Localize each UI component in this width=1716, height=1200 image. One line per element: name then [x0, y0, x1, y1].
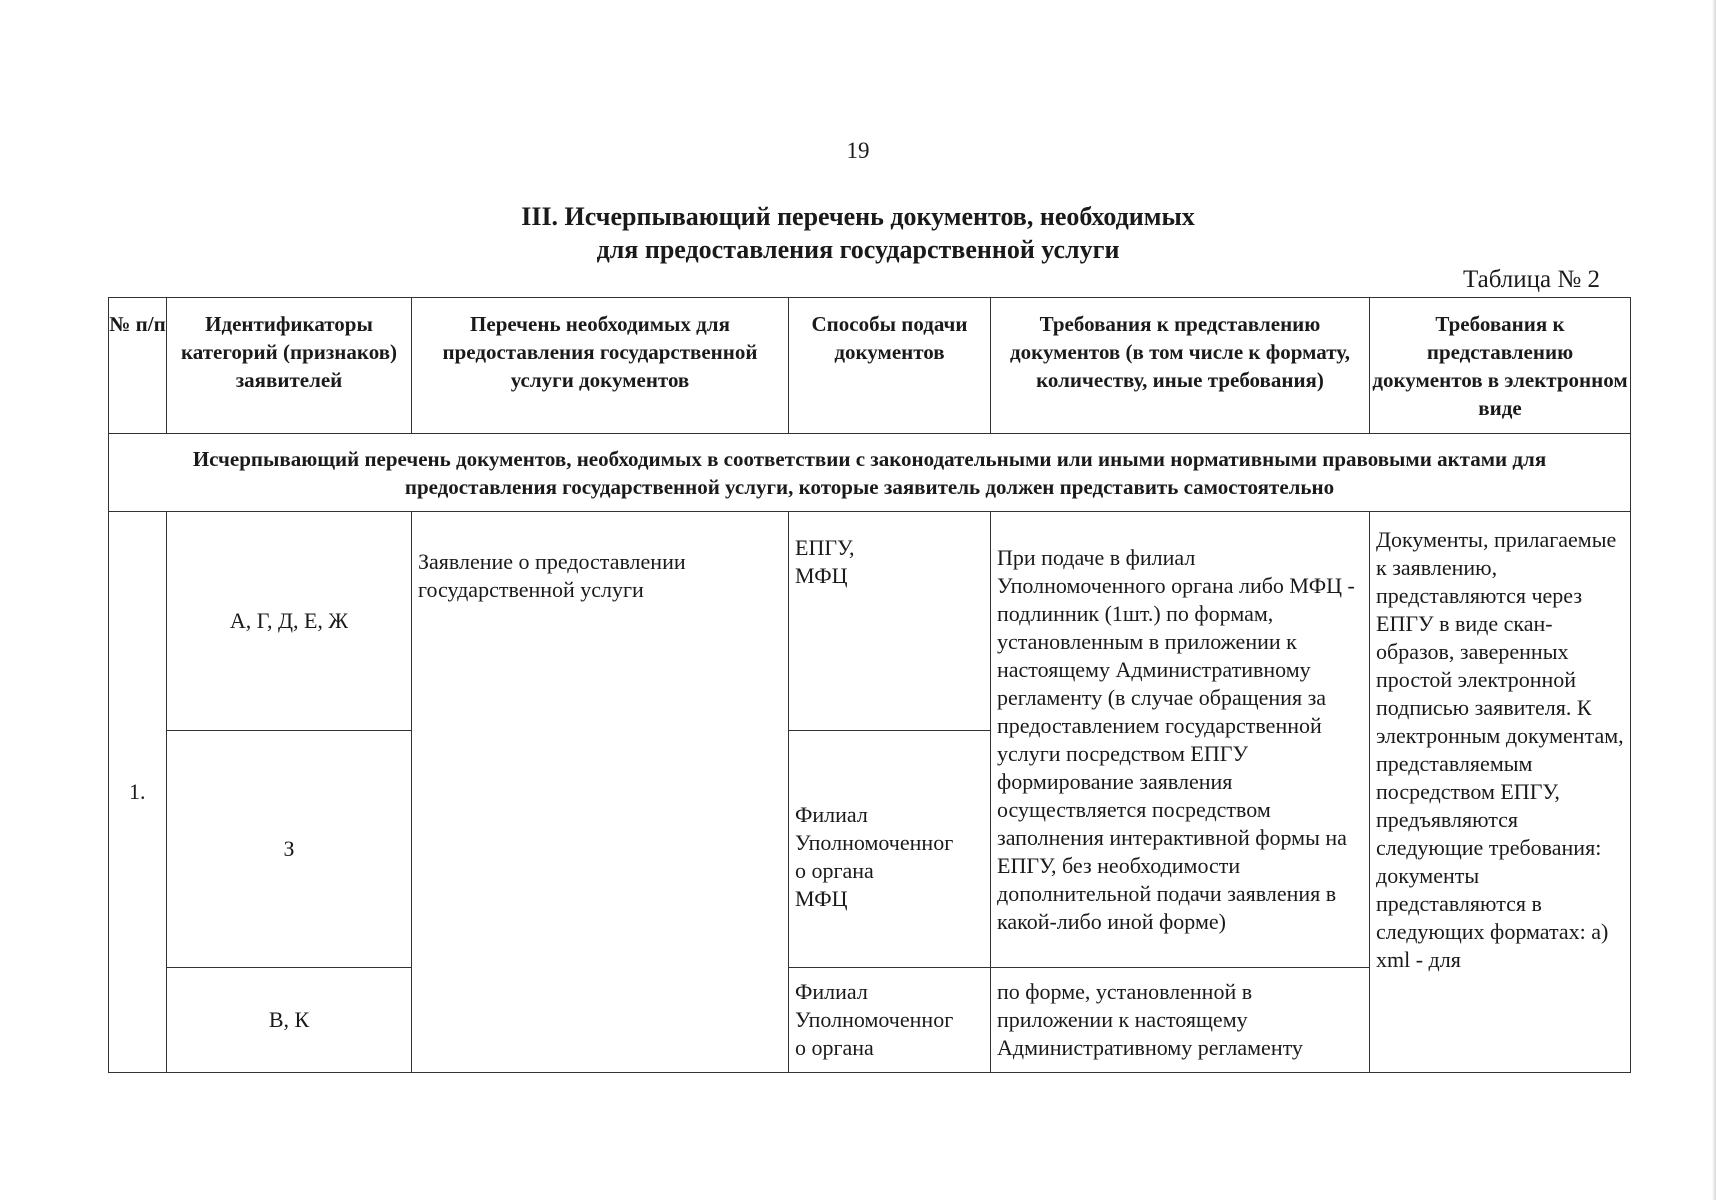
method-2-line-2: Уполномоченног: [795, 830, 954, 855]
electronic-requirements-cell: Документы, прилагаемые к заявлению, представляются через ЕПГУ в виде скан-образов, заверенных простой электронной подписью заявителя. К электронным документам, представляемым посредством ЕПГУ, предъявляются следующие требования: документы представляются в следующих форматах: а) xml - для: [1370, 512, 1631, 1073]
requirement-cell-main: При подаче в филиал Уполномоченного органа либо МФЦ - подлинник (1шт.) по формам, установленным в приложении к настоящему Административному регламенту (в случае обращения за предоставлением государственной услуги посредством ЕПГУ формирование заявления осуществляется посредством заполнения интерактивной формы на ЕПГУ, без необходимости дополнительной подачи заявления в какой-либо иной форме): [991, 512, 1370, 968]
row-number: 1.: [109, 512, 167, 1073]
method-2-line-4: МФЦ: [795, 886, 848, 911]
method-cell-3: [789, 968, 991, 1073]
method-1-line-1: ЕПГУ,: [795, 535, 855, 560]
method-3-line-2: Уполномоченног: [795, 1007, 954, 1032]
page-number: 19: [846, 138, 870, 163]
method-1-line-2: МФЦ: [795, 563, 848, 588]
table-row: [109, 512, 1631, 731]
documents-table: [108, 297, 1631, 1073]
method-3-line-1: Филиал: [795, 979, 868, 1004]
section-title-line-2: для предоставления государственной услуги: [596, 235, 1120, 264]
requirement-cell-last: по форме, установленной в приложении к настоящему Административному регламенту: [991, 968, 1370, 1073]
section-heading-row: [109, 434, 1631, 512]
header-methods: Способы подачи документов: [789, 298, 991, 434]
header-documents: Перечень необходимых для предоставления государственной услуги документов: [412, 298, 789, 434]
header-electronic: Требования к представлению документов в электронном виде: [1370, 298, 1631, 434]
category-cell-1: А, Г, Д, Е, Ж: [167, 512, 412, 731]
method-2-line-1: Филиал: [795, 802, 868, 827]
header-categories: Идентификаторы категорий (признаков) заявителей: [167, 298, 412, 434]
method-2-line-3: о органа: [795, 858, 874, 883]
method-3-line-3: о органа: [795, 1035, 874, 1060]
header-num: № п/п: [109, 298, 167, 434]
document-cell: Заявление о предоставлении государственной услуги: [412, 512, 789, 1073]
section-title-line-1: III. Исчерпывающий перечень документов, необходимых: [521, 202, 1195, 231]
category-cell-3: В, К: [167, 968, 412, 1073]
page-edge-shadow: [1712, 0, 1716, 1200]
table-header-row: [109, 298, 1631, 434]
method-cell-1: [789, 512, 991, 731]
section-title: [0, 200, 1716, 266]
method-cell-2: [789, 731, 991, 968]
header-requirements: Требования к представлению документов (в том числе к формату, количеству, иные требования): [991, 298, 1370, 434]
table-caption: Таблица № 2: [1462, 266, 1600, 293]
section-heading-cell: Исчерпывающий перечень документов, необходимых в соответствии с законодательными или иными нормативными правовыми актами для предоставления государственной услуги, которые заявитель должен представить самостоятельно: [109, 434, 1631, 512]
category-cell-2: З: [167, 731, 412, 968]
